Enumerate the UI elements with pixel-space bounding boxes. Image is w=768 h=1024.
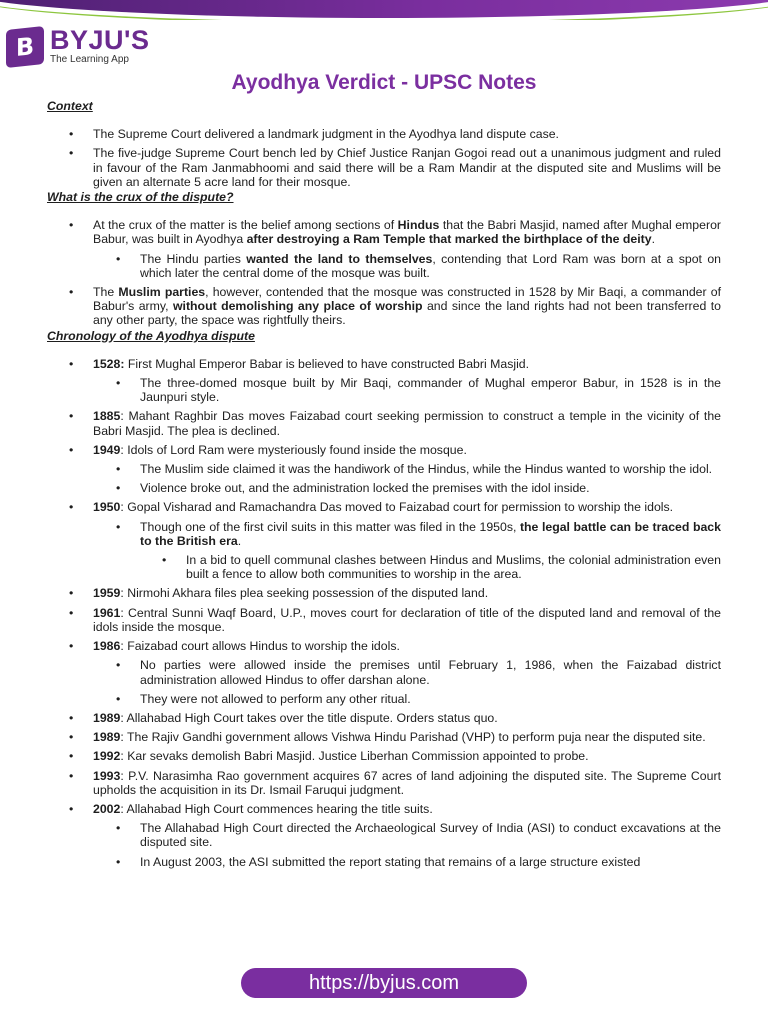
- list-item: • 1992: Kar sevaks demolish Babri Masjid. Justice Liberhan Commission appointed to probe.: [47, 749, 721, 763]
- list-item: • At the crux of the matter is the belief among sections of Hindus that the Babri Masjid, named after Mughal emperor Babur, was built in Ayodhya after destroying a Ram Temple that marked the birthplace of the deity.: [47, 218, 721, 246]
- top-banner: [0, 0, 768, 20]
- list-item: • 1950: Gopal Visharad and Ramachandra Das moved to Faizabad court for permission to worship the idols.: [47, 500, 721, 514]
- list-item: • The three-domed mosque built by Mir Baqi, commander of Mughal emperor Babur, in 1528 is in the Jaunpuri style.: [47, 376, 721, 404]
- list-item: • 1989: Allahabad High Court takes over the title dispute. Orders status quo.: [47, 711, 721, 725]
- list-item: • 1989: The Rajiv Gandhi government allows Vishwa Hindu Parishad (VHP) to perform puja near the disputed site.: [47, 730, 721, 744]
- section-heading-context: Context: [47, 99, 93, 113]
- list-item: • The Supreme Court delivered a landmark judgment in the Ayodhya land dispute case.: [47, 127, 721, 141]
- list-item: • In a bid to quell communal clashes between Hindus and Muslims, the colonial administration even built a fence to allow both communities to worship in the area.: [47, 553, 721, 581]
- list-item: • 1528: First Mughal Emperor Babar is believed to have constructed Babri Masjid.: [47, 357, 721, 371]
- website-link-button[interactable]: https://byjus.com: [241, 968, 527, 998]
- list-item: • In August 2003, the ASI submitted the report stating that remains of a large structure existed: [47, 855, 721, 869]
- byjus-logo-icon: B: [6, 26, 44, 68]
- list-item: • 1986: Faizabad court allows Hindus to worship the idols.: [47, 639, 721, 653]
- list-item: • 2002: Allahabad High Court commences hearing the title suits.: [47, 802, 721, 816]
- list-item: • The Hindu parties wanted the land to themselves, contending that Lord Ram was born at a spot on which later the central dome of the mosque was built.: [47, 252, 721, 280]
- list-item: • 1961: Central Sunni Waqf Board, U.P., moves court for declaration of title of the disputed land and removal of the idols inside the mosque.: [47, 606, 721, 634]
- list-item: • 1959: Nirmohi Akhara files plea seeking possession of the disputed land.: [47, 586, 721, 600]
- list-item: • No parties were allowed inside the premises until February 1, 1986, when the Faizabad district administration allowed Hindus to offer darshan alone.: [47, 658, 721, 686]
- section-heading-chronology: Chronology of the Ayodhya dispute: [47, 328, 255, 343]
- list-item: • 1949: Idols of Lord Ram were mysteriously found inside the mosque.: [47, 443, 721, 457]
- list-item: • The Muslim side claimed it was the handiwork of the Hindus, while the Hindus wanted to worship the idol.: [47, 462, 721, 476]
- list-item: • The Muslim parties, however, contended that the mosque was constructed in 1528 by Mir Baqi, a commander of Babur's army, without demolishing any place of worship and since the land rights had not been transferred to any other party, the space was rightfully theirs.: [47, 285, 721, 328]
- brand-name: BYJU'S: [50, 25, 150, 55]
- list-item: • The five-judge Supreme Court bench led by Chief Justice Ranjan Gogoi read out a unanimous judgment and ruled in favour of the Ram Janmabhoomi and said there will be a Ram Mandir at the disputed site and Muslims will be given an alternate 5 acre land for their mosque.: [47, 146, 721, 189]
- page-title: Ayodhya Verdict - UPSC Notes: [231, 71, 537, 94]
- brand-tagline: The Learning App: [50, 54, 129, 65]
- list-item: • 1885: Mahant Raghbir Das moves Faizabad court seeking permission to construct a temple in the vicinity of the Babri Masjid. The plea is declined.: [47, 409, 721, 437]
- list-item: • The Allahabad High Court directed the Archaeological Survey of India (ASI) to conduct excavations at the disputed site.: [47, 821, 721, 849]
- list-item: • 1993: P.V. Narasimha Rao government acquires 67 acres of land adjoining the disputed site. The Supreme Court upholds the acquisition in its Dr. Ismail Faruqui judgment.: [47, 769, 721, 797]
- section-heading-crux: What is the crux of the dispute?: [47, 190, 234, 205]
- document-body: [47, 99, 721, 874]
- list-item: • They were not allowed to perform any other ritual.: [47, 692, 721, 706]
- byjus-logo[interactable]: [6, 27, 149, 66]
- list-item: • Violence broke out, and the administration locked the premises with the idol inside.: [47, 481, 721, 495]
- list-item: • Though one of the first civil suits in this matter was filed in the 1950s, the legal battle can be traced back to the British era.: [47, 520, 721, 548]
